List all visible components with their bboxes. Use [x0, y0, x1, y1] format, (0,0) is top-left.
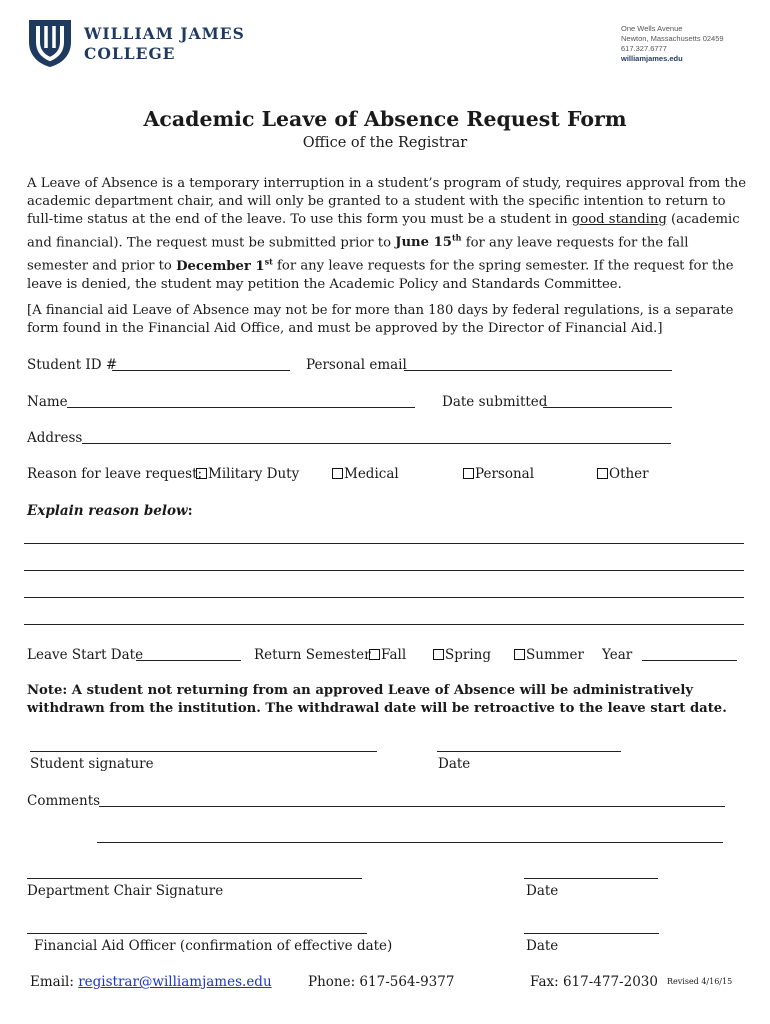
date-submitted-label: Date submitted	[442, 394, 548, 410]
footer-fax: Fax: 617-477-2030	[530, 974, 658, 990]
name-field[interactable]	[67, 407, 415, 408]
student-signature-label: Student signature	[30, 756, 154, 772]
return-semester-label: Return Semester	[254, 647, 371, 663]
checkbox-icon[interactable]	[196, 468, 207, 479]
fin-aid-signature-field[interactable]	[27, 933, 367, 934]
student-id-label: Student ID #	[27, 357, 118, 373]
reason-personal[interactable]: Personal	[463, 466, 534, 482]
personal-email-field[interactable]	[404, 370, 672, 371]
financial-aid-paragraph: [A financial aid Leave of Absence may not be for more than 180 days by federal regulations, is a separate form found in the Financial Aid Office, and must be approved by the Director of Financial Aid.]	[27, 303, 734, 336]
explain-line-2[interactable]	[24, 570, 744, 571]
email-link[interactable]: registrar@williamjames.edu	[78, 974, 272, 990]
college-name: WILLIAM JAMES COLLEGE	[84, 24, 245, 63]
withdrawal-note: Note: A student not returning from an approved Leave of Absence will be administratively withdrawn from the institution. The withdrawal date will be retroactive to the leave start date.	[27, 683, 727, 716]
student-signature-field[interactable]	[30, 751, 377, 752]
checkbox-icon[interactable]	[369, 649, 380, 660]
dept-chair-date-field[interactable]	[524, 878, 658, 879]
intro-paragraph: A Leave of Absence is a temporary interruption in a student’s program of study, requires approval from the academic department chair, and will only be granted to a student with the specific intention to return to full-time status at the end of the leave. To use this form you must be a student in good standing (academic and financial). The request must be submitted prior to June 15th for any leave requests for the fall semester and prior to December 1st for any leave requests for the spring semester. If the request for the leave is denied, the student may petition the Academic Policy and Standards Committee.	[27, 176, 747, 292]
reason-medical[interactable]: Medical	[332, 466, 399, 482]
address-label: Address	[27, 430, 83, 446]
semester-spring[interactable]: Spring	[433, 647, 491, 663]
checkbox-icon[interactable]	[463, 468, 474, 479]
personal-email-label: Personal email	[306, 357, 407, 373]
name-label: Name	[27, 394, 68, 410]
footer-email: Email: registrar@williamjames.edu	[30, 974, 272, 990]
checkbox-icon[interactable]	[514, 649, 525, 660]
dept-chair-date-label: Date	[526, 883, 559, 899]
reason-military-duty[interactable]: Military Duty	[196, 466, 299, 482]
student-date-label: Date	[438, 756, 471, 772]
form-subtitle: Office of the Registrar	[302, 135, 468, 151]
college-address: One Wells Avenue Newton, Massachusetts 02459 617.327.6777 williamjames.edu	[621, 24, 724, 63]
checkbox-icon[interactable]	[332, 468, 343, 479]
college-website[interactable]: williamjames.edu	[621, 54, 683, 63]
explain-line-3[interactable]	[24, 597, 744, 598]
form-title: Academic Leave of Absence Request Form	[143, 107, 627, 131]
checkbox-icon[interactable]	[597, 468, 608, 479]
fin-aid-date-field[interactable]	[524, 933, 659, 934]
student-id-field[interactable]	[112, 370, 290, 371]
comments-label: Comments	[27, 793, 101, 809]
year-label: Year	[602, 647, 633, 663]
reason-other[interactable]: Other	[597, 466, 649, 482]
year-field[interactable]	[642, 660, 737, 661]
dept-chair-label: Department Chair Signature	[27, 883, 224, 899]
explain-line-4[interactable]	[24, 624, 744, 625]
footer-phone: Phone: 617-564-9377	[308, 974, 455, 990]
comments-line-1[interactable]	[99, 806, 725, 807]
leave-start-field[interactable]	[136, 660, 241, 661]
date-submitted-field[interactable]	[543, 407, 672, 408]
fin-aid-label: Financial Aid Officer (confirmation of effective date)	[34, 938, 393, 954]
explain-line-1[interactable]	[24, 543, 744, 544]
leave-start-label: Leave Start Date	[27, 647, 144, 663]
college-logo	[27, 18, 73, 68]
semester-fall[interactable]: Fall	[369, 647, 406, 663]
explain-label: Explain reason below:	[27, 503, 193, 519]
student-date-field[interactable]	[437, 751, 621, 752]
address-field[interactable]	[82, 443, 671, 444]
reason-label: Reason for leave request:	[27, 466, 203, 482]
revised-date: Revised 4/16/15	[667, 977, 733, 986]
fin-aid-date-label: Date	[526, 938, 559, 954]
semester-summer[interactable]: Summer	[514, 647, 584, 663]
checkbox-icon[interactable]	[433, 649, 444, 660]
dept-chair-signature-field[interactable]	[27, 878, 362, 879]
comments-line-2[interactable]	[97, 842, 723, 843]
